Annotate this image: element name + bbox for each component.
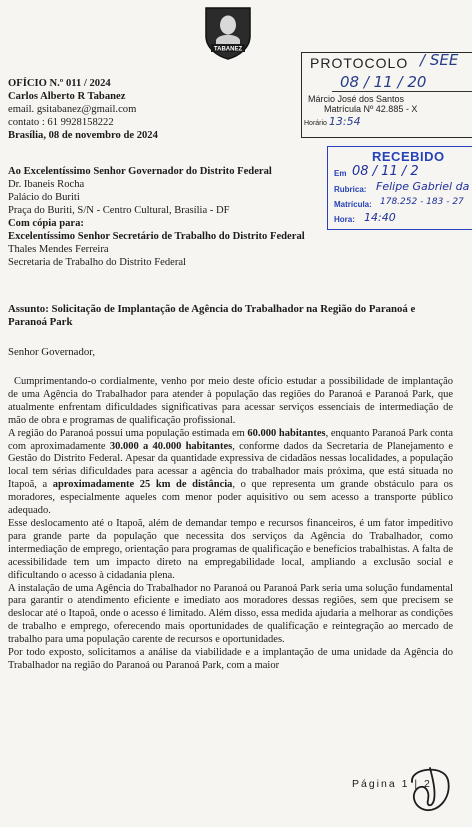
body-paragraph-1: Cumprimentando-o cordialmente, venho por meio deste ofício estudar a possibilidade de implantação de uma Agência do Trabalhador para atender à população das regiões do Paranoá e Paranoá Park, que atualmente enfrentam dificuldades significativas para acessar serviços essenciais de intermediação de mão de obra e programas de qualificação profissional.	[8, 376, 453, 426]
body-paragraph-4: A instalação de uma Agência do Trabalhador no Paranoá ou Paranoá Park seria uma solução fundamental para garantir o atendimento eficiente e imediato aos moradores dessas regiões, sem que precisem se deslocar até o Itapoã, onde o acesso é limitado. Além disso, essa medida ajudaria a melhorar as condições de trabalho e emprego, oferecendo mais oportunidades de qualificação e reintegração ao mercado de trabalho para uma população carente de recursos e oportunidades.	[8, 582, 453, 646]
recebido-hora-value: 14:40	[364, 211, 396, 224]
body-paragraph-5: Por todo exposto, solicitamos a análise da viabilidade e a implantação de uma unidade da Agência do Trabalhador na região do Paranoá ou Paranoá Park, com a maior	[8, 647, 453, 671]
copy-department: Secretaria de Trabalho do Distrito Federal	[8, 257, 186, 268]
recebido-hora-label: Hora:	[334, 215, 355, 224]
p2-population-park: 30.000 a 40.000 habitantes	[109, 440, 233, 452]
p2-text-c: , enquanto Paranoá Park conta com aproximadamente	[8, 427, 454, 452]
letter-subject: Assunto: Solicitação de Implantação de Agência do Trabalhador na Região do Paranoá e Paranoá Park	[8, 303, 416, 328]
oficio-number: OFÍCIO N.º 011 / 2024	[8, 78, 111, 89]
protocolo-signature-line	[332, 91, 472, 92]
p2-distance: aproximadamente 25 km de distância	[52, 479, 233, 491]
protocolo-title: PROTOCOLO	[310, 55, 409, 71]
logo-text: TABANEZ	[213, 46, 243, 53]
p2-text-g: , o que representa um grande obstáculo para os moradores, especialmente aqueles com menor poder aquisitivo ou sem acesso a transporte público adequado.	[8, 479, 453, 517]
recipient-address: Praça do Buriti, S/N - Centro Cultural, Brasília - DF	[8, 205, 230, 216]
recebido-em-value: 08 / 11 / 2	[352, 164, 419, 179]
recipient-name: Dr. Ibaneis Rocha	[8, 179, 85, 190]
recebido-rubrica-label: Rubrica:	[334, 185, 367, 194]
author-name: Carlos Alberto R Tabanez	[8, 91, 126, 102]
letter-body	[8, 376, 453, 673]
protocolo-horario-label: Horário	[304, 120, 327, 127]
p2-text-e: , conforme dados da Secretaria de Planejamento e Gestão do Distrito Federal. Apesar da quantidade expressiva de cidadãos nessas localidades, a população local tem sérias dificuldades para acessar a agência do trabalhador mais próxima, que está situada no Itapoã, a	[8, 440, 453, 491]
protocolo-matricula: Matrícula Nº 42.885 - X	[324, 104, 418, 114]
recebido-title: RECEBIDO	[372, 149, 445, 164]
recebido-stamp	[327, 146, 472, 230]
protocolo-handwritten-code: / SEE	[420, 51, 459, 69]
recipient-greeting: Ao Excelentíssimo Senhor Governador do Distrito Federal	[8, 166, 272, 177]
letter-date: Brasília, 08 de novembro de 2024	[8, 130, 158, 141]
body-paragraph-3: Esse deslocamento até o Itapoã, além de demandar tempo e recursos financeiros, é um fator impeditivo para grande parte da população que necessita dos serviços da Agência do Trabalhador, como intermediação de emprego, orientação para programas de qualificação e benefícios trabalhistas. A falta de acessibilidade tem um impacto direto na empregabilidade local, ampliando a exclusão social e dificultando o acesso à cidadania plena.	[8, 517, 453, 581]
author-email: email. gsitabanez@gmail.com	[8, 104, 137, 115]
salutation: Senhor Governador,	[8, 346, 96, 358]
protocolo-horario-value: 13:54	[328, 115, 361, 128]
copy-label: Com cópia para:	[8, 218, 84, 229]
page-number: Página 1 | 2	[352, 778, 432, 790]
protocolo-stamp	[301, 52, 472, 138]
author-contact: contato : 61 9928158222	[8, 117, 114, 128]
recebido-matricula-label: Matrícula:	[334, 200, 372, 209]
recebido-matricula-value: 178.252 - 183 - 27	[380, 197, 464, 207]
recipient-place: Palácio do Buriti	[8, 192, 80, 203]
tabanez-logo	[203, 6, 253, 60]
copy-title: Excelentíssimo Senhor Secretário de Trabalho do Distrito Federal	[8, 231, 305, 242]
p2-text-a: A região do Paranoá possui uma população estimada em	[8, 427, 248, 439]
protocolo-horario	[304, 115, 361, 128]
initials-signature	[404, 760, 454, 816]
copy-name: Thales Mendes Ferreira	[8, 244, 109, 255]
sender-header	[8, 77, 158, 142]
protocolo-handwritten-date: 08 / 11 / 20	[340, 73, 427, 91]
p2-population-paranoa: 60.000 habitantes	[247, 427, 326, 439]
protocolo-clerk-name: Márcio José dos Santos	[308, 94, 405, 104]
body-paragraph-2	[8, 428, 453, 518]
recebido-rubrica-value: Felipe Gabriel da	[376, 180, 470, 193]
recebido-em-label: Em	[334, 169, 347, 178]
recipient-block	[8, 165, 305, 269]
